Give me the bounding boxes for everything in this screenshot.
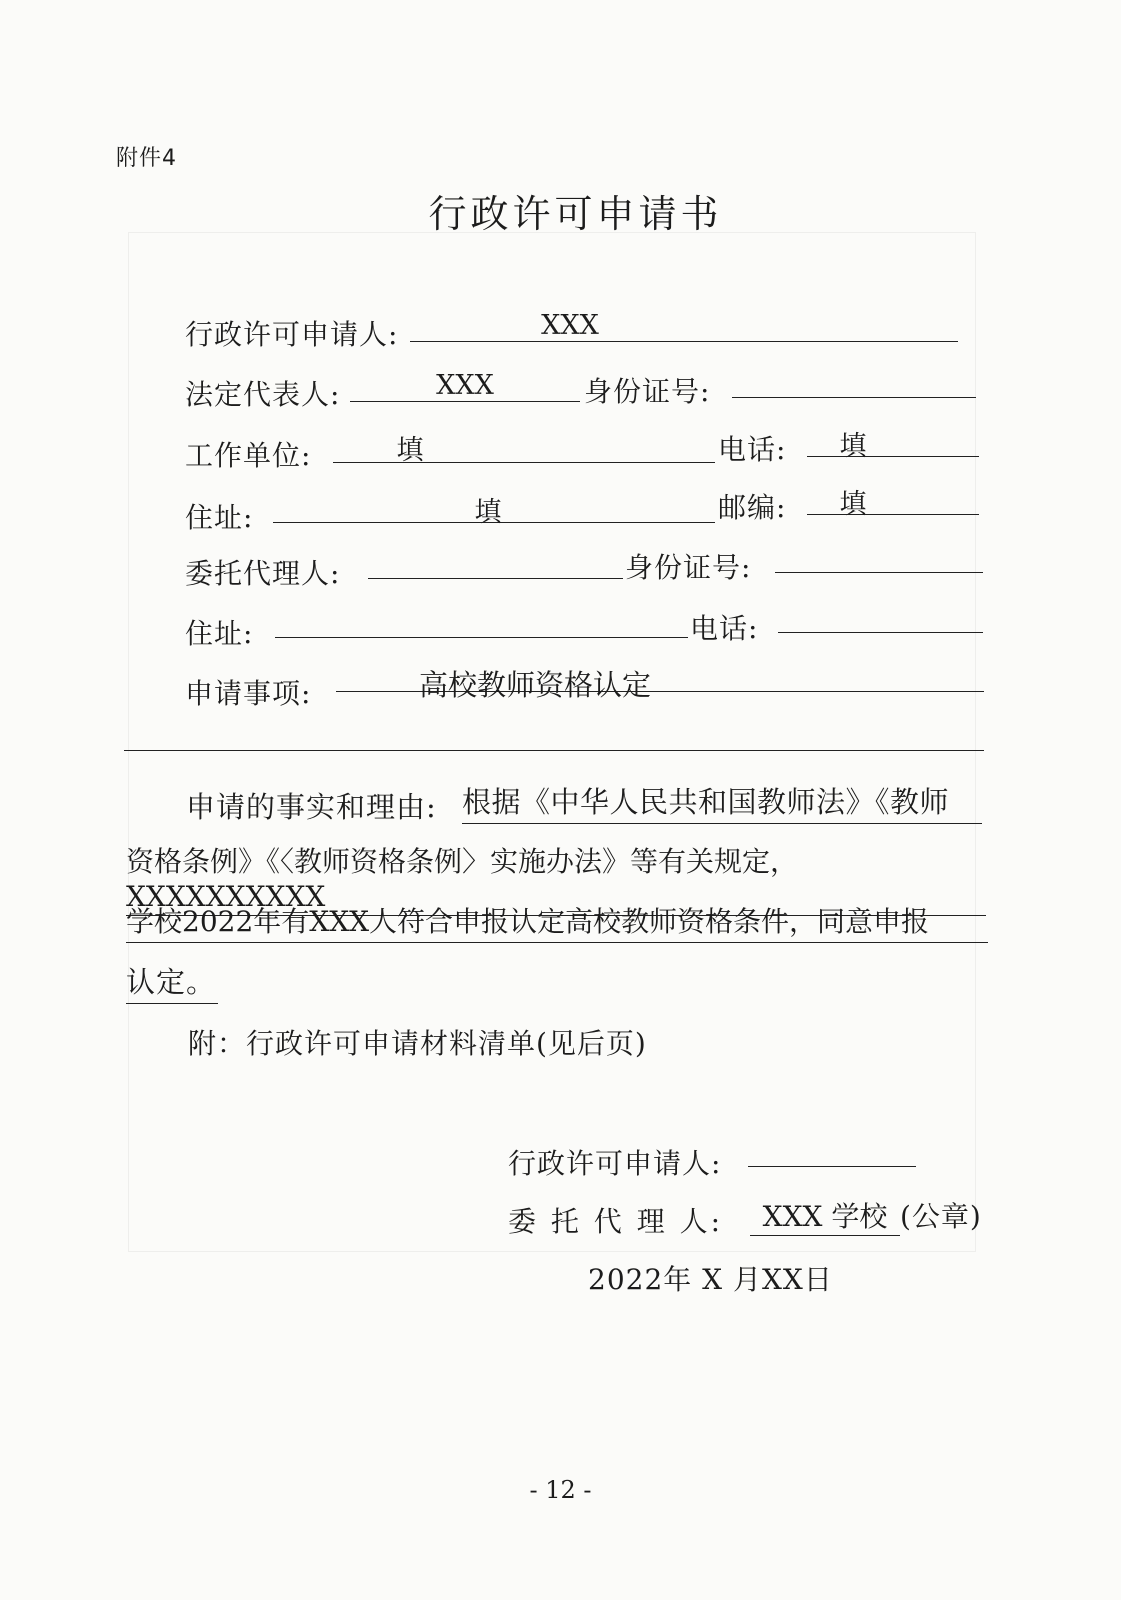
work-unit-value[interactable]: 填 (396, 435, 424, 466)
signature-applicant-label: 行政许可申请人: (508, 1147, 722, 1180)
attachment-label: 附件4 (116, 146, 177, 171)
legal-rep-id-label: 身份证号: (584, 375, 711, 408)
address1-label: 住址: (185, 501, 254, 534)
signature-agent-label: 委 托 代 理 人: (508, 1205, 724, 1238)
legal-rep-label: 法定代表人: (185, 378, 341, 411)
reason-label: 申请的事实和理由: (186, 790, 437, 824)
matter-value[interactable]: 高校教师资格认定 (418, 668, 651, 702)
document-title: 行政许可申请书 (428, 192, 723, 236)
work-unit-label: 工作单位: (185, 439, 312, 472)
agent-id-label: 身份证号: (625, 551, 752, 584)
reason-line-1[interactable]: 根据《中华人民共和国教师法》《教师 (462, 780, 982, 824)
phone1-label: 电话: (718, 433, 787, 466)
seal-note: (公章) (900, 1200, 982, 1233)
agent-line[interactable] (368, 578, 623, 579)
agent-label: 委托代理人: (185, 557, 341, 590)
address2-line[interactable] (275, 637, 688, 638)
applicant-value[interactable]: XXX (541, 310, 599, 341)
agent-id-line[interactable] (775, 572, 983, 573)
phone2-line[interactable] (778, 632, 983, 633)
legal-rep-line[interactable] (350, 401, 580, 402)
signature-applicant-line[interactable] (748, 1166, 916, 1167)
page-number: - 12 - (529, 1476, 592, 1504)
legal-rep-id-line[interactable] (732, 397, 976, 398)
address1-value[interactable]: 填 (474, 497, 502, 528)
legal-rep-value[interactable]: XXX (436, 370, 494, 401)
reason-line-4[interactable]: 认定。 (126, 960, 218, 1004)
address2-label: 住址: (185, 617, 254, 650)
applicant-line[interactable] (410, 341, 958, 342)
phone2-label: 电话: (690, 612, 759, 645)
signature-agent-value[interactable]: XXX 学校 (750, 1195, 900, 1236)
postcode-label: 邮编: (718, 491, 787, 524)
date: 2022年 X 月XX日 (588, 1263, 833, 1296)
reason-line-3[interactable]: 学校2022年有XXX人符合申报认定高校教师资格条件，同意申报 (126, 900, 988, 943)
matter-label: 申请事项: (185, 677, 312, 710)
applicant-label: 行政许可申请人: (185, 318, 399, 351)
phone1-value[interactable]: 填 (839, 431, 867, 462)
postcode-value[interactable]: 填 (839, 489, 867, 520)
reason-line-2[interactable]: 资格条例》《〈教师资格条例〉实施办法》等有关规定，XXXXXXXXXX (126, 840, 986, 916)
blank-line[interactable] (124, 750, 984, 751)
appendix-note: 附：行政许可申请材料清单(见后页) (188, 1027, 647, 1060)
